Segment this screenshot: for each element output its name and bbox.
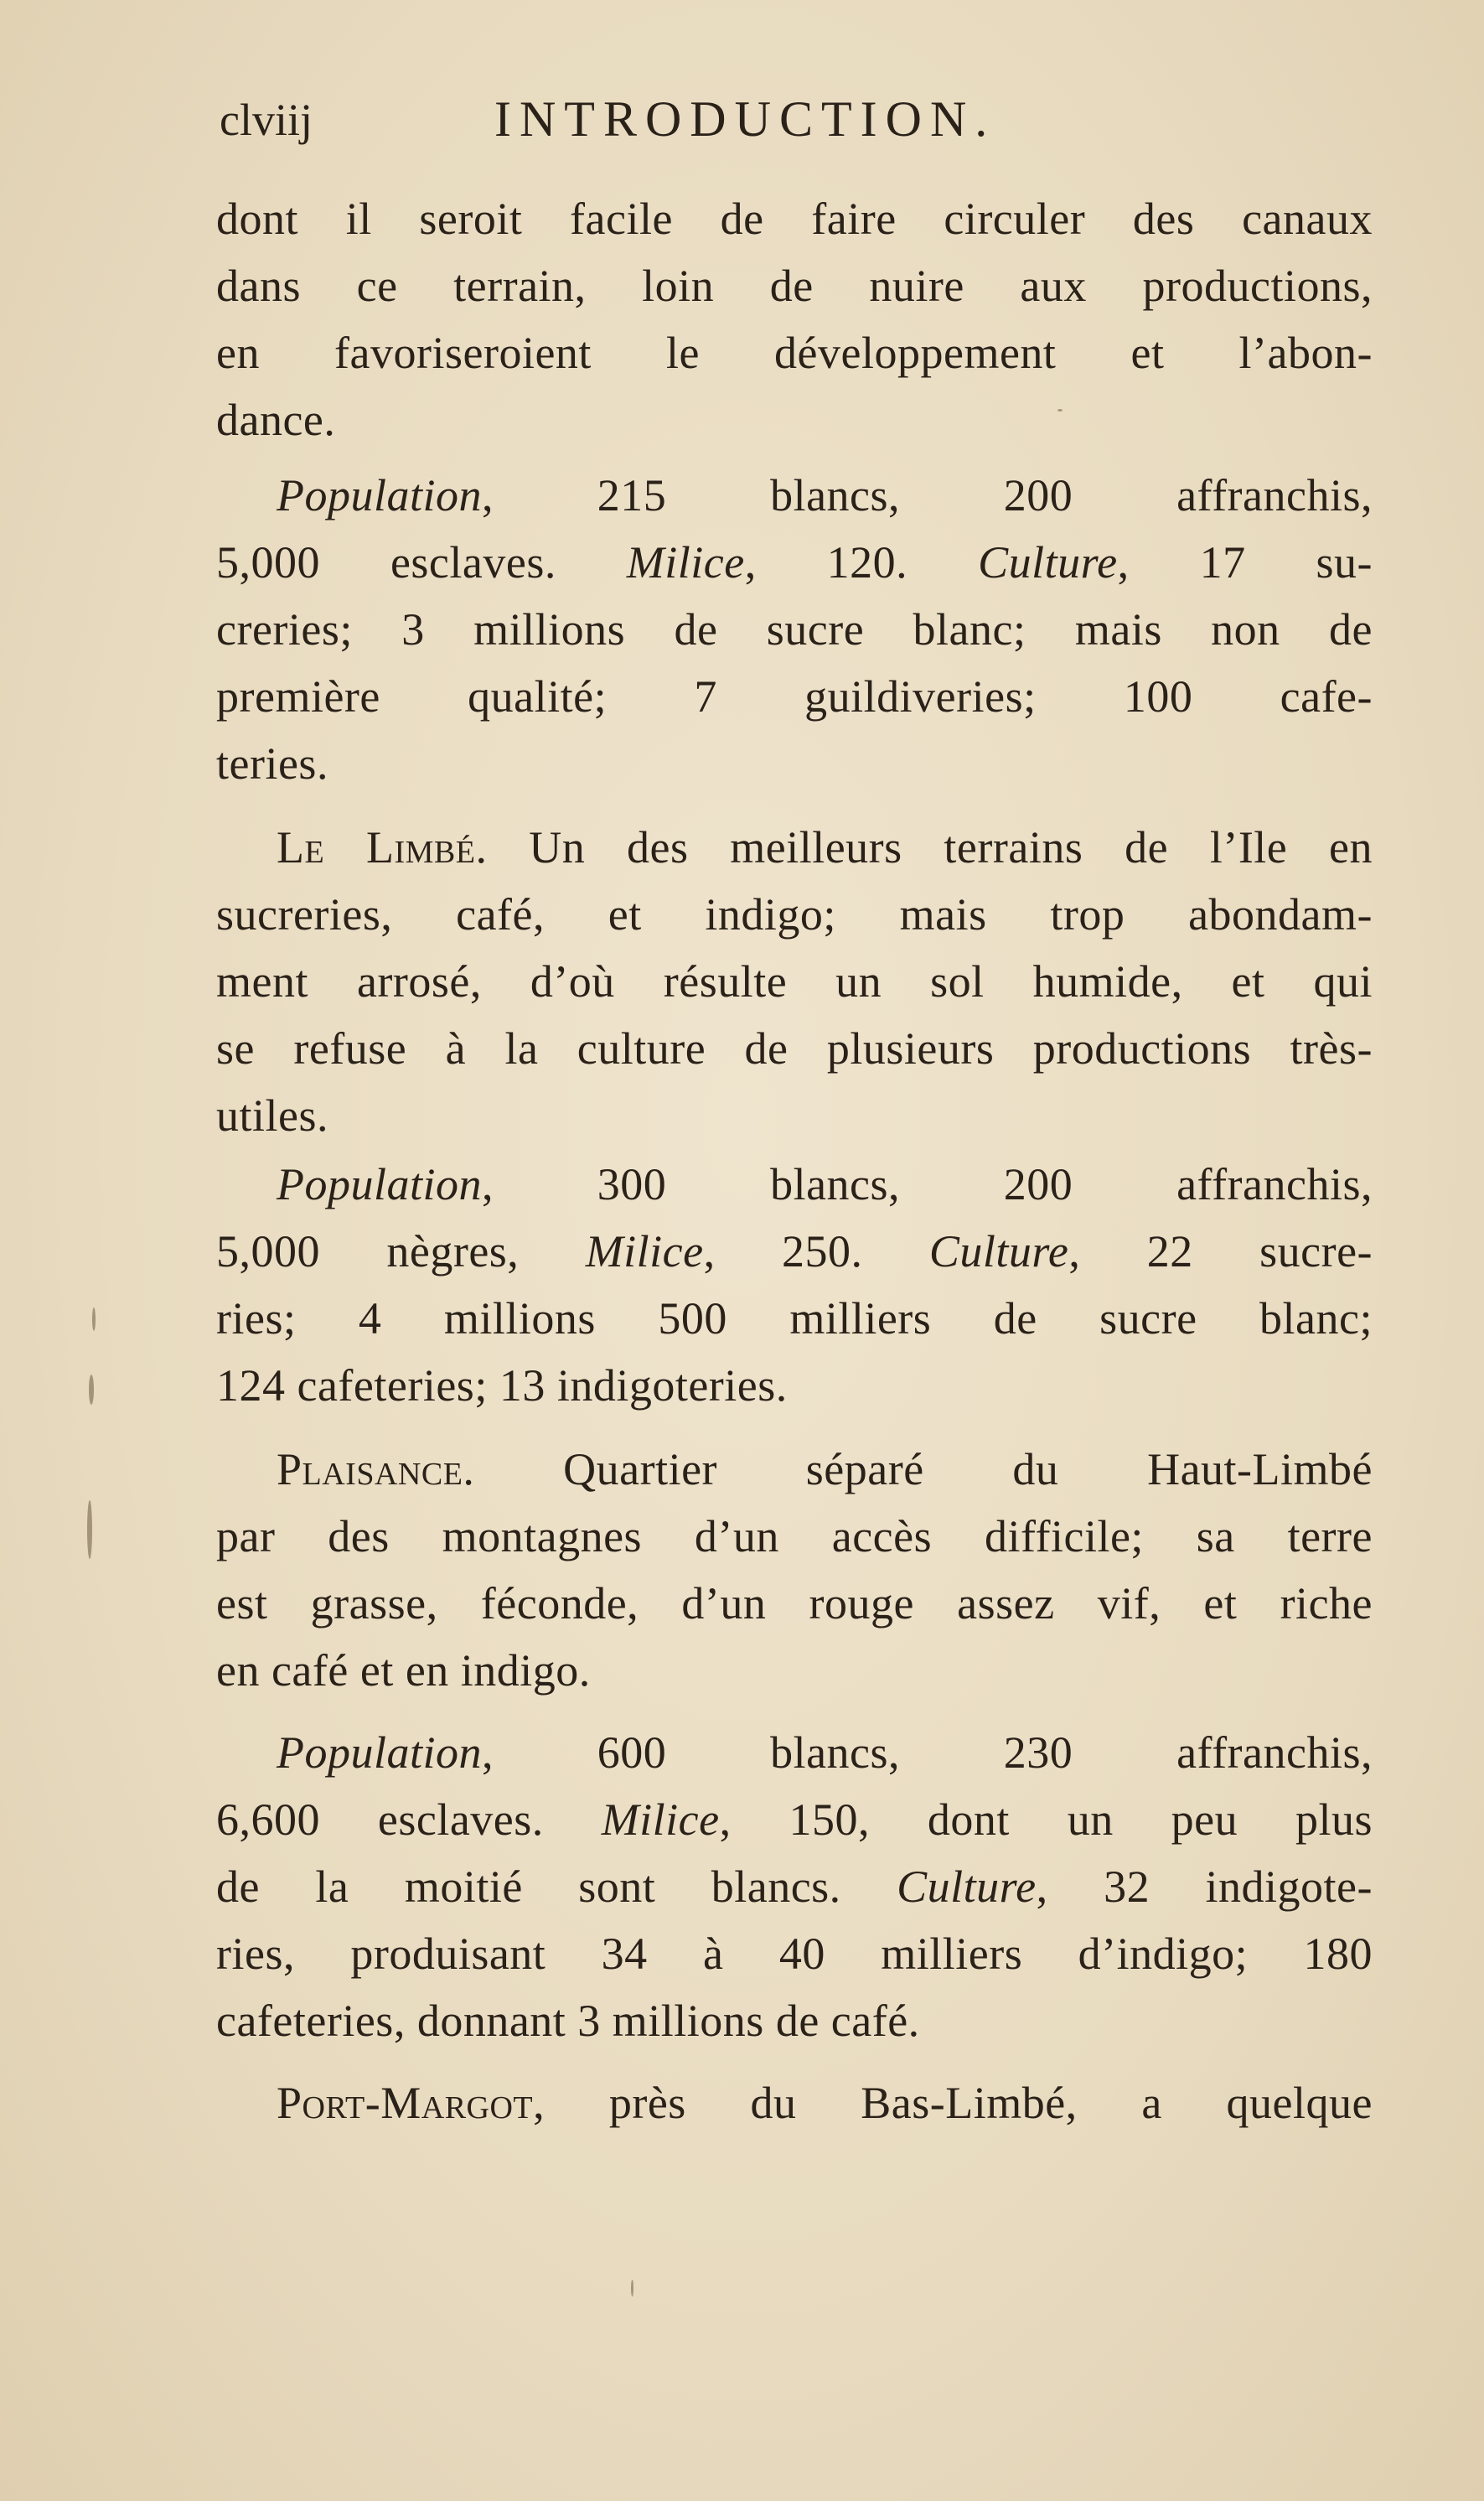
text-line: dont il seroit facile de faire circuler des canaux [216,194,1373,244]
text-line [277,815,1373,880]
population-label: Population [277,1159,482,1209]
culture-value: , 32 indigote- [1036,1862,1373,1912]
text-line: cafeteries, donnant 3 millions de café. [216,1996,920,2046]
text-line: première qualité; 7 guildiveries; 100 cafe- [216,671,1373,722]
text-line: ment arrosé, d’où résulte un sol humide, et qui [216,956,1373,1007]
culture-label: Culture [897,1862,1037,1912]
text-line: ries, produisant 34 à 40 milliers d’indigo; 180 [216,1929,1373,1979]
text-line [277,1720,1373,1785]
text-line: dans ce terrain, loin de nuire aux productions, [216,261,1373,311]
text-span: , près du Bas-Limbé, a quelque [533,2078,1373,2128]
text-line [277,1437,1373,1502]
population-values: , 215 blancs, 200 affranchis, [482,470,1373,520]
text-line: en favoriseroient le développement et l’abon- [216,328,1373,378]
text-line [216,1854,1373,1919]
text-line [216,1219,1373,1284]
text-span: Quartier séparé du Haut-Limbé [474,1444,1373,1494]
population-values: , 600 blancs, 230 affranchis, [482,1727,1373,1778]
paper-speck [87,1500,92,1559]
milice-value: , 120. [744,537,908,588]
text-line [277,1152,1373,1217]
running-title: INTRODUCTION. [494,91,996,147]
text-span: de la moitié sont blancs. [216,1862,841,1912]
text-line: creries; 3 millions de sucre blanc; mais non de [216,604,1373,655]
text-line: sucreries, café, et indigo; mais trop abondam- [216,889,1373,940]
milice-label: Milice [601,1794,720,1845]
text-line: teries. [216,738,328,789]
text-line: est grasse, féconde, d’un rouge assez vif, et riche [216,1578,1373,1628]
milice-label: Milice [585,1226,704,1276]
text-line: 124 cafeteries; 13 indigoteries. [216,1360,788,1411]
text-line [277,2070,1373,2136]
milice-label: Milice [626,537,745,588]
section-name: Plaisance. [277,1444,475,1494]
text-line [216,530,1373,595]
text-line [277,463,1373,528]
text-line: en café et en indigo. [216,1645,591,1696]
culture-label: Culture [978,537,1118,588]
text-line: utiles. [216,1090,328,1141]
milice-value: , 150, dont un peu plus [719,1794,1373,1845]
text-line: ries; 4 millions 500 milliers de sucre blanc; [216,1293,1373,1344]
paper-speck [631,2280,633,2296]
page-number: clviij [220,95,313,145]
text-line: dance. [216,395,336,445]
text-line: par des montagnes d’un accès difficile; sa terre [216,1511,1373,1561]
text-span: Un des meilleurs terrains de l’Ile en [487,822,1373,873]
paper-speck [1057,409,1063,412]
section-name: Le Limbé. [277,822,488,873]
slaves-count: 5,000 esclaves. [216,537,556,588]
population-label: Population [277,1727,482,1778]
paper-speck [92,1307,96,1331]
culture-value: , 17 su- [1117,537,1373,588]
culture-value: , 22 sucre- [1068,1226,1373,1276]
text-line: se refuse à la culture de plusieurs productions très- [216,1023,1373,1074]
milice-value: , 250. [703,1226,863,1276]
text-line [216,1787,1373,1852]
population-label: Population [277,470,482,520]
population-values: , 300 blancs, 200 affranchis, [482,1159,1373,1209]
slaves-count: 5,000 nègres, [216,1226,520,1276]
slaves-count: 6,600 esclaves. [216,1794,544,1845]
paper-speck [89,1375,94,1405]
culture-label: Culture [928,1226,1069,1276]
section-name: Port-Margot [277,2078,534,2128]
